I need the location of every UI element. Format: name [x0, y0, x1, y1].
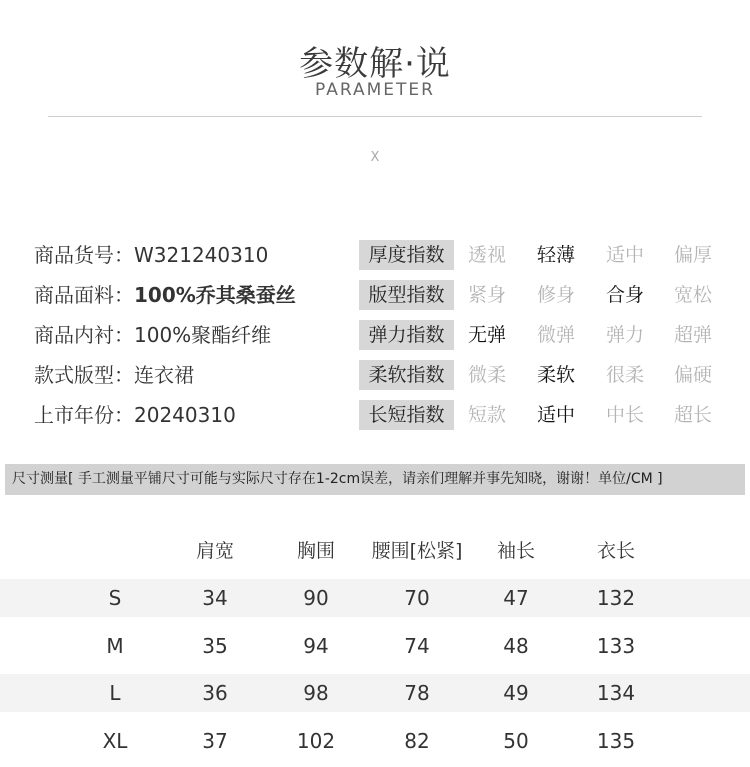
- info-row-year: [34, 398, 236, 432]
- info-row-lining: [34, 318, 271, 352]
- index-option: 紧身: [467, 284, 506, 306]
- shoulder-cell: 34: [202, 586, 228, 610]
- waist-cell: 70: [404, 586, 430, 610]
- chest-cell: 102: [296, 729, 336, 753]
- index-option: 宽松: [673, 284, 712, 306]
- length-cell: 134: [596, 681, 636, 705]
- waist-cell: 74: [404, 634, 430, 658]
- index-option: 超弹: [673, 324, 712, 346]
- index-option: 中长: [605, 404, 644, 426]
- banner-text: 尺寸测量[ 手工测量平铺尺寸可能与实际尺寸存在1-2cm误差，请亲们理解并事先知晓，谢谢！单位/CM ]: [12, 471, 663, 487]
- index-option: 合身: [605, 284, 644, 306]
- index-label: 长短指数: [359, 400, 454, 430]
- sleeve-cell: 47: [503, 586, 529, 610]
- index-option: 很柔: [605, 364, 644, 386]
- column-header: 袖长: [496, 540, 535, 562]
- table-row: [0, 579, 750, 617]
- length-cell: 132: [596, 586, 636, 610]
- chest-cell: 94: [303, 634, 329, 658]
- size-table-header: [0, 536, 750, 566]
- index-label: 弹力指数: [359, 320, 454, 350]
- index-option: 偏厚: [673, 244, 712, 266]
- column-header: 腰围[松紧]: [371, 540, 463, 562]
- measurement-banner: [5, 464, 745, 495]
- index-option: 适中: [605, 244, 644, 266]
- shoulder-cell: 36: [202, 681, 228, 705]
- info-label: 商品内衬：: [34, 323, 134, 347]
- waist-cell: 82: [404, 729, 430, 753]
- size-cell: L: [109, 681, 121, 705]
- index-option: 适中: [536, 404, 575, 426]
- info-label: 上市年份：: [34, 403, 134, 427]
- index-label: 柔软指数: [359, 360, 454, 390]
- info-value: 100%乔其桑蚕丝: [134, 283, 296, 307]
- info-row-fabric: [34, 278, 296, 312]
- length-cell: 135: [596, 729, 636, 753]
- index-option: 弹力: [605, 324, 644, 346]
- index-option: 轻薄: [536, 244, 575, 266]
- info-label: 商品货号：: [34, 243, 134, 267]
- info-value: 连衣裙: [134, 363, 194, 387]
- info-label: 商品面料：: [34, 283, 134, 307]
- column-header: 肩宽: [195, 540, 234, 562]
- table-row: [0, 674, 750, 712]
- info-value: 20240310: [134, 403, 236, 427]
- index-option: 柔软: [536, 364, 575, 386]
- info-row-style: [34, 358, 194, 392]
- index-option: 偏硬: [673, 364, 712, 386]
- x-mark: X: [370, 150, 380, 165]
- title-divider: [48, 116, 702, 117]
- size-cell: M: [106, 634, 124, 658]
- column-header: 胸围: [296, 540, 335, 562]
- chest-cell: 98: [303, 681, 329, 705]
- size-cell: S: [108, 586, 122, 610]
- index-option: 无弹: [467, 324, 506, 346]
- waist-cell: 78: [404, 681, 430, 705]
- index-option: 超长: [673, 404, 712, 426]
- shoulder-cell: 35: [202, 634, 228, 658]
- info-value: W321240310: [134, 243, 269, 267]
- info-row-sku: [34, 238, 268, 272]
- index-option: 修身: [536, 284, 575, 306]
- page-subtitle: PARAMETER: [315, 80, 435, 100]
- index-option: 短款: [467, 404, 506, 426]
- sleeve-cell: 50: [503, 729, 529, 753]
- size-cell: XL: [102, 729, 128, 753]
- index-option: 微柔: [467, 364, 506, 386]
- table-row: [0, 627, 750, 665]
- info-label: 款式版型：: [34, 363, 134, 387]
- sleeve-cell: 49: [503, 681, 529, 705]
- chest-cell: 90: [303, 586, 329, 610]
- index-option: 微弹: [536, 324, 575, 346]
- page-title: 参数解·说: [299, 44, 451, 84]
- column-header: 衣长: [596, 540, 635, 562]
- index-label: 版型指数: [359, 280, 454, 310]
- length-cell: 133: [596, 634, 636, 658]
- shoulder-cell: 37: [202, 729, 228, 753]
- index-label: 厚度指数: [359, 240, 454, 270]
- index-option: 透视: [467, 244, 506, 266]
- sleeve-cell: 48: [503, 634, 529, 658]
- info-value: 100%聚酯纤维: [134, 323, 272, 347]
- table-row: [0, 722, 750, 760]
